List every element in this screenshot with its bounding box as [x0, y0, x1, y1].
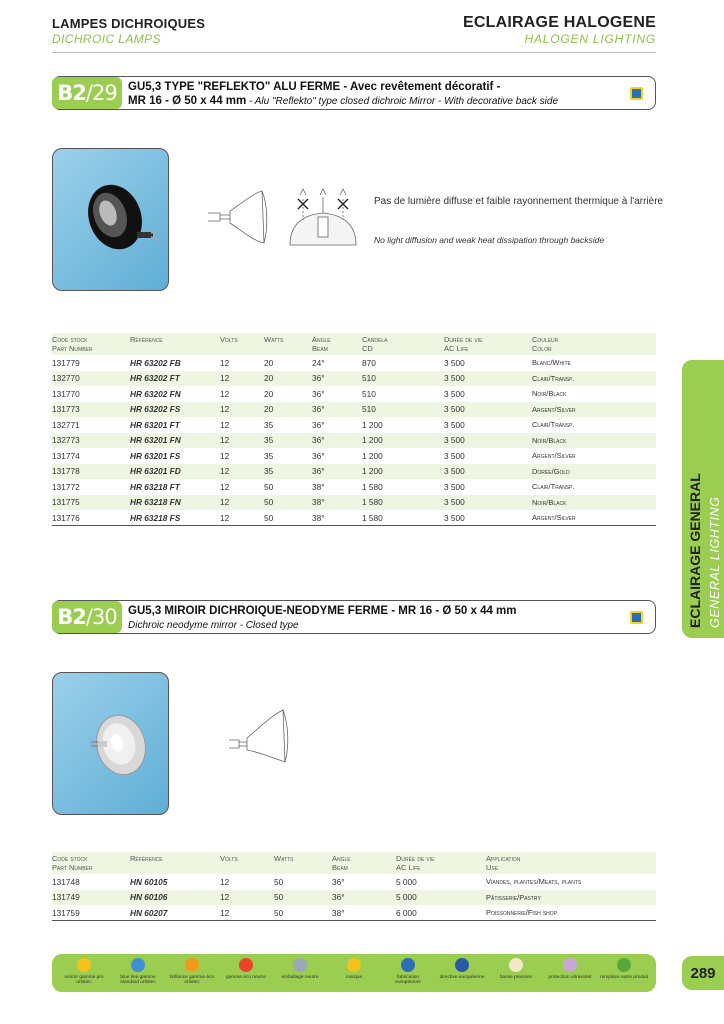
table-cell: 132771 — [52, 419, 80, 430]
table-row — [52, 495, 656, 511]
table-cell: 3 500 — [444, 435, 465, 446]
table-cell: 35 — [264, 419, 274, 430]
table-cell: 510 — [362, 373, 376, 384]
table-cell: 24° — [312, 357, 325, 368]
legend-symbol-icon — [617, 958, 631, 972]
legend-symbol-icon — [239, 958, 253, 972]
table-cell: 1 580 — [362, 481, 383, 492]
header-right — [463, 14, 656, 46]
column-header — [312, 333, 362, 355]
table-cell: 510 — [362, 388, 376, 399]
column-header — [274, 852, 332, 874]
table-cell: 12 — [220, 419, 230, 430]
section2-code-badge — [52, 601, 122, 633]
column-header — [362, 333, 444, 355]
column-header-label: Candela — [362, 335, 388, 344]
table-cell: HR 63201 FT — [130, 419, 180, 430]
legend-label: directive européenne — [439, 975, 485, 980]
table-cell: HR 63218 FT — [130, 481, 180, 492]
table-cell: 38° — [312, 497, 325, 508]
table-cell: Clair/Transp. — [532, 420, 575, 430]
column-header-sublabel: Part Number — [52, 863, 93, 872]
table-cell: 1 200 — [362, 466, 383, 477]
table-cell: 131774 — [52, 450, 80, 461]
table-cell: 12 — [220, 907, 230, 918]
legend-symbol-icon — [77, 958, 91, 972]
section2-product-photo — [52, 672, 169, 815]
lamp-front-cross-section-icon — [290, 189, 356, 245]
table-row — [52, 510, 656, 526]
table-cell: 12 — [220, 497, 230, 508]
table-cell: 36° — [312, 450, 325, 461]
legend-label: marque — [345, 975, 363, 980]
footer-legend-item — [60, 958, 108, 985]
column-header-label: Code stock — [52, 854, 88, 863]
table-cell: 131748 — [52, 876, 80, 887]
table-cell: HN 60105 — [130, 876, 168, 887]
column-header — [444, 333, 532, 355]
table-cell: 12 — [220, 404, 230, 415]
column-header — [130, 852, 220, 874]
table-row — [52, 448, 656, 464]
lamp-side-profile-icon — [208, 191, 267, 243]
table-cell: 1 580 — [362, 512, 383, 523]
table-cell: 3 500 — [444, 481, 465, 492]
lamp-side-profile-icon — [229, 710, 288, 762]
product-badge-icon — [630, 87, 643, 100]
section1-product-photo — [52, 148, 169, 291]
legend-symbol-icon — [347, 958, 361, 972]
table-cell: 36° — [332, 892, 345, 903]
table-row — [52, 874, 656, 890]
column-header-label: Angle — [332, 854, 351, 863]
table-cell: 131772 — [52, 481, 80, 492]
table-cell: 510 — [362, 404, 376, 415]
section2-title — [128, 604, 517, 633]
section2-spec-table — [52, 852, 656, 921]
table-cell: 35 — [264, 435, 274, 446]
legend-label: brillance gamme éco ortistec — [169, 975, 215, 985]
table-cell: 131749 — [52, 892, 80, 903]
table-cell: Blanc/White — [532, 358, 571, 368]
column-header — [52, 333, 130, 355]
section1-table-bottom-rule — [52, 525, 656, 526]
table-cell: 1 200 — [362, 419, 383, 430]
column-header — [52, 852, 130, 874]
footer-legend-item — [276, 958, 324, 980]
table-cell: 38° — [312, 512, 325, 523]
page-number: 289 — [682, 956, 724, 990]
footer-legend-item — [114, 958, 162, 985]
header-left — [52, 16, 205, 46]
table-cell: HR 63202 FN — [130, 388, 181, 399]
legend-label: protection ultraviolet — [548, 975, 592, 980]
table-row — [52, 355, 656, 371]
table-cell: Clair/Transp. — [532, 373, 575, 383]
table-cell: Viandes, plantes/Meats, plants — [486, 877, 582, 887]
table-cell: Noir/Black — [532, 435, 567, 445]
column-header-label: Watts — [274, 854, 294, 863]
section1-title-dimensions: MR 16 - Ø 50 x 44 mm — [128, 95, 247, 107]
legend-label: blue line gamme standard ortistec — [120, 975, 156, 985]
section1-title-english: - Alu "Reflekto" type closed dichroic Mirror - With decorative back side — [246, 96, 559, 107]
table-cell: 12 — [220, 466, 230, 477]
table-cell: 12 — [220, 512, 230, 523]
column-header-label: Watts — [264, 335, 284, 344]
table-cell: HN 60106 — [130, 892, 168, 903]
table-cell: 3 500 — [444, 497, 465, 508]
table-cell: Pâtisserie/Pastry — [486, 892, 541, 902]
section2-title-line2 — [128, 618, 517, 633]
section2-table-bottom-rule — [52, 920, 656, 921]
section2-title-line1: GU5,3 MIROIR DICHROIQUE-NEODYME FERME - MR 16 - Ø 50 x 44 mm — [128, 605, 517, 617]
table-cell: 3 500 — [444, 404, 465, 415]
table-cell: 38° — [332, 907, 345, 918]
table-cell: HR 63201 FS — [130, 450, 181, 461]
table-cell: 35 — [264, 450, 274, 461]
column-header — [264, 333, 312, 355]
table-cell: 36° — [312, 388, 325, 399]
column-header-label: Angle — [312, 335, 331, 344]
table-cell: Noir/Black — [532, 389, 567, 399]
table-cell: HR 63202 FT — [130, 373, 180, 384]
table-cell: 50 — [264, 512, 274, 523]
section1-spec-table — [52, 333, 656, 526]
column-header-label: Application — [486, 854, 521, 863]
table-cell: 50 — [274, 892, 284, 903]
section2-title-english: Dichroic neodyme mirror - Closed type — [128, 620, 299, 631]
table-cell: Argent/Silver — [532, 451, 576, 461]
column-header-sublabel: AC Life — [444, 344, 469, 353]
table-cell: 3 500 — [444, 419, 465, 430]
table-cell: 36° — [312, 435, 325, 446]
section2-code-prefix: B2 — [57, 605, 86, 629]
column-header-label: Code stock — [52, 335, 88, 344]
section1-title-line2 — [128, 94, 558, 109]
table-cell: Dorée/Gold — [532, 466, 570, 476]
column-header-sublabel: Part Number — [52, 344, 93, 353]
table-cell: 20 — [264, 404, 274, 415]
table-row — [52, 479, 656, 495]
column-header-label: Durée de vie — [396, 854, 435, 863]
footer-legend-item — [546, 958, 594, 980]
header-category-subtitle: DICHROIC LAMPS — [52, 32, 161, 46]
table-row — [52, 417, 656, 433]
table-row — [52, 890, 656, 906]
column-header-label: Durée de vie — [444, 335, 483, 344]
table-cell: 12 — [220, 481, 230, 492]
table-cell: 38° — [312, 481, 325, 492]
side-tab-subtitle: GENERAL LIGHTING — [708, 496, 722, 628]
section1-title-line1: GU5,3 TYPE "REFLEKTO" ALU FERME - Avec revêtement décoratif - — [128, 81, 501, 93]
legend-label: gamme éco neutre — [226, 975, 266, 980]
table-cell: 12 — [220, 450, 230, 461]
column-header-label: Référence — [130, 854, 163, 863]
column-header-sublabel: Beam — [312, 344, 328, 353]
table-cell: 5 000 — [396, 876, 417, 887]
table-cell: 132773 — [52, 435, 80, 446]
table-cell: HR 63201 FD — [130, 466, 181, 477]
table-cell: HR 63202 FS — [130, 404, 181, 415]
legend-symbol-icon — [131, 958, 145, 972]
table-cell: 6 000 — [396, 907, 417, 918]
black-reflector-lamp-icon — [53, 149, 169, 291]
table-cell: 36° — [312, 419, 325, 430]
table-row — [52, 402, 656, 418]
legend-label: basse pression — [499, 975, 533, 980]
table-cell: 132770 — [52, 373, 80, 384]
header-divider — [52, 52, 656, 53]
column-header-sublabel: AC Life — [396, 863, 421, 872]
section1-code-badge — [52, 77, 122, 109]
footer-legend-item — [438, 958, 486, 980]
section1-description-en: No light diffusion and weak heat dissipation through backside — [374, 235, 605, 245]
section1-code-prefix: B2 — [57, 81, 86, 105]
footer-legend-item — [492, 958, 540, 980]
table-cell: 3 500 — [444, 388, 465, 399]
table-cell: 131770 — [52, 388, 80, 399]
column-header — [220, 852, 274, 874]
side-category-tab — [682, 360, 724, 638]
table-cell: 35 — [264, 466, 274, 477]
dichroic-lamp-icon — [53, 673, 169, 815]
table-cell: HR 63218 FN — [130, 497, 181, 508]
legend-symbol-icon — [293, 958, 307, 972]
table-cell: 50 — [264, 497, 274, 508]
table-cell: 50 — [264, 481, 274, 492]
table-row — [52, 386, 656, 402]
table-cell: 36° — [332, 876, 345, 887]
legend-label: emballage neutre — [281, 975, 319, 980]
column-header-label: Volts — [220, 854, 238, 863]
table-row — [52, 905, 656, 921]
column-header — [532, 333, 656, 355]
table-cell: 3 500 — [444, 373, 465, 384]
table-cell: 131779 — [52, 357, 80, 368]
table-cell: Argent/Silver — [532, 404, 576, 414]
table-row — [52, 433, 656, 449]
table-row — [52, 371, 656, 387]
table-header-row — [52, 852, 656, 874]
table-cell: 5 000 — [396, 892, 417, 903]
table-cell: HR 63201 FN — [130, 435, 181, 446]
footer-legend-item — [384, 958, 432, 985]
column-header — [332, 852, 396, 874]
table-cell: 3 500 — [444, 466, 465, 477]
legend-symbol-icon — [401, 958, 415, 972]
table-cell: 131775 — [52, 497, 80, 508]
table-cell: 50 — [274, 907, 284, 918]
legend-symbol-icon — [455, 958, 469, 972]
column-header-sublabel: Color — [532, 344, 552, 353]
table-cell: 20 — [264, 388, 274, 399]
legend-label: remplace autre produit — [600, 975, 648, 980]
table-cell: 50 — [274, 876, 284, 887]
footer-legend-item — [600, 958, 648, 980]
column-header-sublabel: Beam — [332, 863, 348, 872]
table-cell: 1 200 — [362, 450, 383, 461]
column-header-label: Volts — [220, 335, 238, 344]
header-section-subtitle: HALOGEN LIGHTING — [524, 32, 656, 46]
table-cell: 20 — [264, 373, 274, 384]
table-cell: 1 580 — [362, 497, 383, 508]
section1-description-fr: Pas de lumière diffuse et faible rayonnement thermique à l'arrière — [374, 196, 664, 207]
table-cell: 36° — [312, 373, 325, 384]
footer-legend-item — [168, 958, 216, 985]
table-header-row — [52, 333, 656, 355]
header-category-title: LAMPES DICHROIQUES — [52, 16, 206, 31]
table-cell: 12 — [220, 388, 230, 399]
product-badge-icon — [630, 611, 643, 624]
lamp-profile-diagrams — [198, 185, 373, 260]
footer-legend-item — [222, 958, 270, 980]
table-cell: 36° — [312, 466, 325, 477]
section1-title — [128, 80, 558, 109]
table-cell: 131773 — [52, 404, 80, 415]
table-cell: 3 500 — [444, 512, 465, 523]
column-header-label: Référence — [130, 335, 163, 344]
lamp-side-profile-diagram — [225, 706, 295, 766]
table-cell: 3 500 — [444, 357, 465, 368]
table-cell: HN 60207 — [130, 907, 168, 918]
column-header — [396, 852, 486, 874]
table-cell: 131759 — [52, 907, 80, 918]
column-header-sublabel: Use — [486, 863, 499, 872]
legend-symbol-icon — [185, 958, 199, 972]
table-cell: 12 — [220, 876, 230, 887]
table-cell: Clair/Transp. — [532, 482, 575, 492]
column-header — [486, 852, 656, 874]
legend-symbol-icon — [509, 958, 523, 972]
table-cell: Noir/Black — [532, 497, 567, 507]
table-cell: HR 63202 FB — [130, 357, 181, 368]
table-cell: 870 — [362, 357, 376, 368]
table-cell: 3 500 — [444, 450, 465, 461]
table-cell: 12 — [220, 892, 230, 903]
column-header-label: Couleur — [532, 335, 559, 344]
table-cell: 12 — [220, 373, 230, 384]
table-row — [52, 464, 656, 480]
column-header — [130, 333, 220, 355]
table-cell: 131776 — [52, 512, 80, 523]
legend-label: fabrication européenne — [395, 975, 421, 985]
side-tab-title: ECLAIRAGE GENERAL — [687, 473, 703, 628]
section2-code-number: /30 — [85, 605, 117, 629]
footer-legend-item — [330, 958, 378, 980]
column-header-sublabel: CD — [362, 344, 373, 353]
table-cell: 131778 — [52, 466, 80, 477]
column-header — [220, 333, 264, 355]
legend-symbol-icon — [563, 958, 577, 972]
table-cell: 36° — [312, 404, 325, 415]
table-cell: Argent/Silver — [532, 513, 576, 523]
table-cell: 1 200 — [362, 435, 383, 446]
footer-legend — [52, 954, 656, 992]
table-cell: HR 63218 FS — [130, 512, 181, 523]
header-section-title: ECLAIRAGE HALOGENE — [463, 14, 656, 31]
table-cell: 12 — [220, 357, 230, 368]
table-cell: 20 — [264, 357, 274, 368]
section1-code-number: /29 — [85, 81, 117, 105]
table-cell: 12 — [220, 435, 230, 446]
table-cell: Poissonnerie/Fish shop — [486, 908, 557, 918]
legend-label: noir/or gamme pro ortistec — [64, 975, 104, 985]
